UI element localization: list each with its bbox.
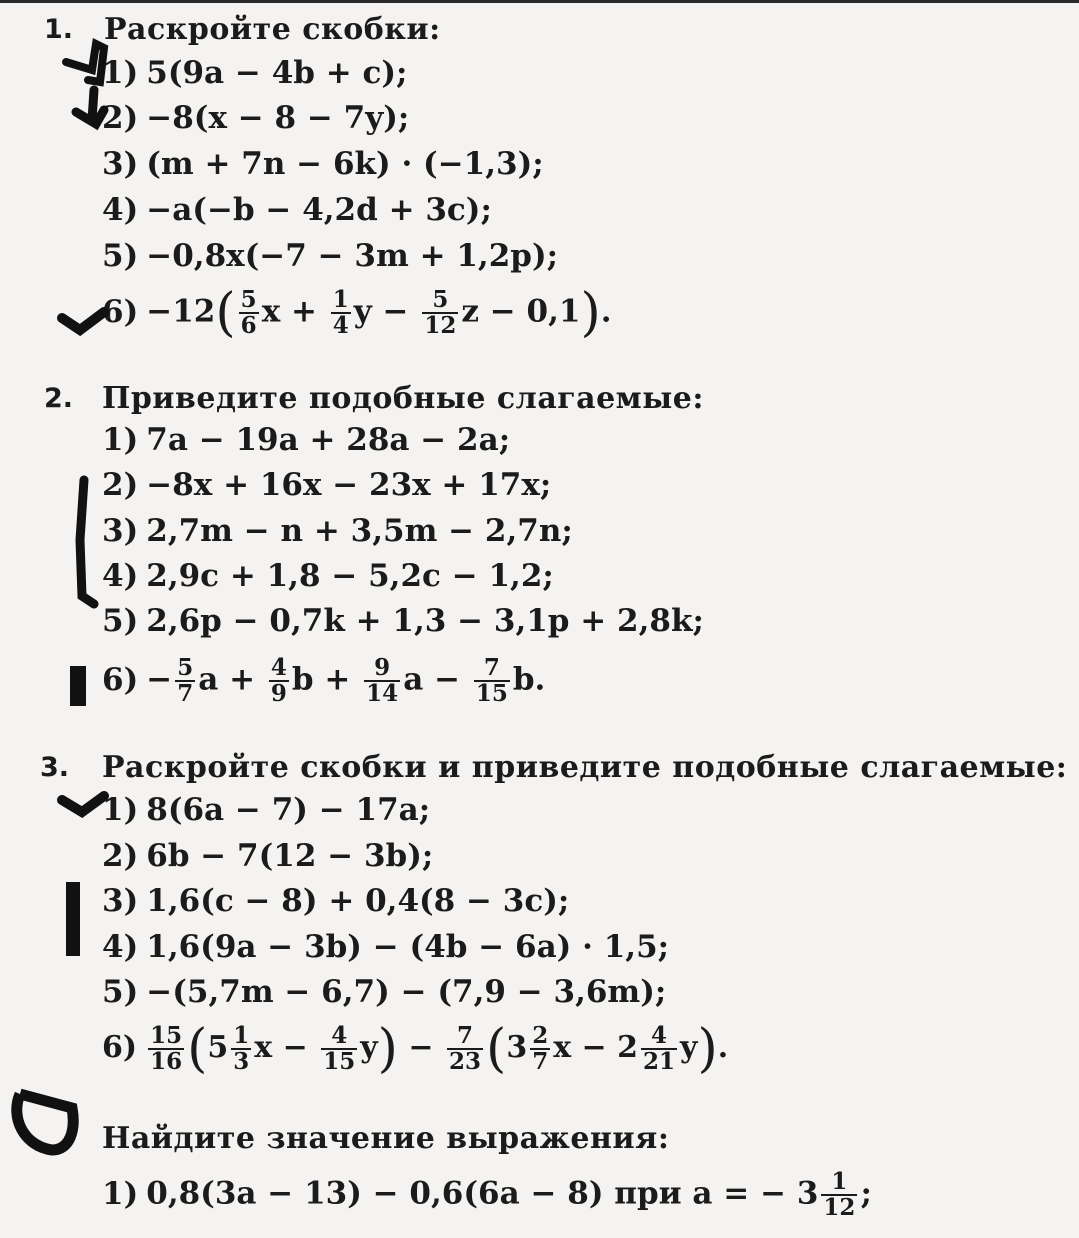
denominator: 12: [424, 312, 457, 339]
task-number: 4.: [40, 1124, 70, 1155]
denominator: 23: [449, 1048, 482, 1075]
expr-part: −: [408, 1030, 434, 1065]
check-mark-1: [66, 44, 104, 82]
item-number: 6): [102, 1030, 138, 1065]
item-number: 5): [102, 974, 139, 1010]
item-expression: (m + 7n − 6k) · (−1,3);: [146, 146, 544, 182]
expr-part: z − 0,1: [461, 293, 581, 330]
item-expression: 7a − 19a + 28a − 2a;: [146, 422, 511, 458]
expr-part: −12: [146, 293, 216, 330]
item-number: 1): [102, 1175, 139, 1212]
numerator: 1: [332, 286, 349, 313]
denominator: 21: [643, 1048, 676, 1075]
task-number: 3.: [40, 752, 70, 783]
denominator: 6: [240, 312, 257, 339]
item-number: 6): [102, 293, 139, 330]
expr-part: x −: [254, 1030, 308, 1065]
bar-mark-5: [70, 666, 86, 706]
item-expression: 2,7m − n + 3,5m − 2,7n;: [146, 513, 573, 549]
denominator: 12: [823, 1194, 856, 1221]
task-title: Раскройте скобки и приведите подобные слагаемые:: [102, 750, 1068, 785]
denominator: 4: [332, 312, 349, 339]
item-expression: 8(6a − 7) − 17a;: [146, 792, 431, 828]
expr-part: .: [717, 1030, 729, 1065]
item-expression: 1,6(9a − 3b) − (4b − 6a) · 1,5;: [146, 929, 670, 965]
item-number: 2): [102, 467, 139, 503]
bar-mark-7: [66, 882, 80, 956]
check-mark-3: [62, 312, 104, 330]
item-number: 3): [102, 883, 139, 919]
item-number: 3): [102, 146, 139, 182]
circle-mark-8: [17, 1094, 73, 1150]
item-number: 5): [102, 603, 139, 639]
item-number: 4): [102, 192, 139, 228]
item-number: 2): [102, 838, 139, 874]
expr-part: −: [146, 661, 173, 698]
right-paren: ): [697, 1019, 718, 1079]
numerator: 2: [532, 1022, 549, 1049]
item-expression: 2,9c + 1,8 − 5,2c − 1,2;: [146, 558, 554, 594]
item-expression: 0,8(3a − 13) − 0,6(6a − 8) при a = − 3: [146, 1175, 819, 1212]
numerator: 5: [422, 288, 458, 314]
item-expression: −0,8x(−7 − 3m + 1,2p);: [146, 238, 559, 274]
item-number: 2): [102, 100, 139, 136]
expr-part: 3: [506, 1030, 528, 1065]
expr-part: y: [360, 1030, 378, 1065]
numerator: 15: [150, 1022, 183, 1049]
expr-part: a −: [403, 661, 461, 698]
task-title: Найдите значение выражения:: [102, 1121, 670, 1156]
check-mark-6: [62, 796, 104, 812]
item-number: 1): [102, 422, 139, 458]
left-paren: (: [215, 283, 236, 343]
numerator: 4: [270, 654, 287, 681]
numerator: 5: [177, 654, 194, 681]
item-number: 1): [102, 792, 139, 828]
numerator: 5: [240, 286, 257, 313]
item-expression: 1,6(c − 8) + 0,4(8 − 3c);: [146, 883, 570, 919]
expr-part: y −: [353, 293, 409, 330]
item-number: 4): [102, 558, 139, 594]
item-expression: −(5,7m − 6,7) − (7,9 − 3,6m);: [146, 974, 667, 1010]
arrow-mark-2: [76, 90, 104, 124]
item-expression: 6b − 7(12 − 3b);: [146, 838, 434, 874]
item-expression: −8(x − 8 − 7y);: [146, 100, 410, 136]
denominator: 15: [475, 680, 508, 707]
item-number: 1): [102, 55, 139, 91]
expr-part: a +: [198, 661, 256, 698]
denominator: 9: [270, 680, 287, 707]
item-number: 4): [102, 929, 139, 965]
item-expression: 2,6p − 0,7k + 1,3 − 3,1p + 2,8k;: [146, 603, 704, 639]
denominator: 16: [150, 1048, 183, 1075]
item-number: 5): [102, 238, 139, 274]
denominator: 15: [323, 1048, 356, 1075]
item-expression: 5(9a − 4b + c);: [146, 55, 408, 91]
expr-part: .: [600, 293, 612, 330]
numerator: 4: [641, 1024, 677, 1050]
item-number: 6): [102, 661, 139, 698]
expr-part: x − 2: [553, 1030, 638, 1065]
bracket-mark-4: [80, 480, 94, 604]
expr-part: 5: [207, 1030, 229, 1065]
task-title: Раскройте скобки:: [104, 12, 441, 47]
right-paren: ): [377, 1019, 398, 1079]
numerator: 1: [821, 1170, 857, 1196]
task-title: Приведите подобные слагаемые:: [102, 381, 704, 416]
denominator: 7: [532, 1048, 549, 1075]
expr-part: y: [680, 1030, 698, 1065]
task-number: 2.: [44, 383, 74, 414]
expr-part: ;: [860, 1175, 872, 1212]
item-expression: −a(−b − 4,2d + 3c);: [146, 192, 492, 228]
denominator: 3: [233, 1048, 250, 1075]
denominator: 14: [366, 680, 399, 707]
item-expression: −8x + 16x − 23x + 17x;: [146, 467, 552, 503]
numerator: 9: [364, 656, 400, 682]
denominator: 7: [177, 680, 194, 707]
numerator: 7: [474, 656, 510, 682]
numerator: 7: [447, 1024, 483, 1050]
left-paren: (: [187, 1019, 208, 1079]
expr-part: b.: [512, 661, 546, 698]
left-paren: (: [486, 1019, 507, 1079]
expr-part: b +: [291, 661, 351, 698]
task-number: 1.: [44, 14, 74, 45]
numerator: 4: [321, 1024, 357, 1050]
item-number: 3): [102, 513, 139, 549]
right-paren: ): [580, 283, 601, 343]
expr-part: x +: [261, 293, 317, 330]
numerator: 1: [233, 1022, 250, 1049]
